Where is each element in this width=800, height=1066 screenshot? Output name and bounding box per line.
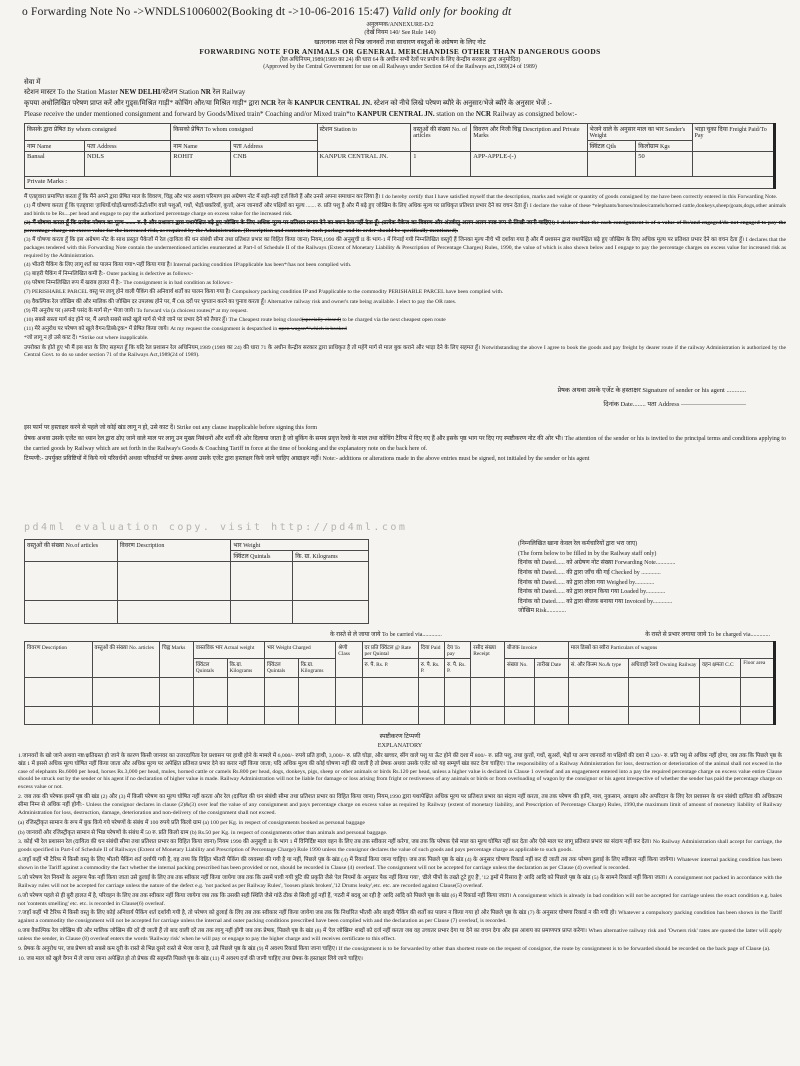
- consignment-table: [24, 123, 776, 189]
- explanatory-para-9: 9. प्रेषक के अनुरोध पर, जब प्रेषण को सबसे कम दूरी के रास्ते से भिन्न दूसरे रास्ते से भेजा जाना है, उसे पिछले पृष्ठ के खंड (9) में अवश्य रिकार्ड किया जाना चाहिए। If the consignment is to be forwarded by other than shortest route on the request of consignor, the route by consignment is to be forwarded should be recorded on the back page of Clause (a).: [18, 945, 771, 952]
- header-invoice-no: संख्या No.: [505, 659, 535, 678]
- explanatory-para-2: 2. जब तक की परेषक इसमें पृष्ठ की खंड (2) और (3) में किसी परेषण का मूल्य घोषित नहीं करता और रेल (दायित्व की धन संबंधी सीमा तथा प्रतिशत प्रभार का विहित किया जाना) नियम,1990 द्वारा यथापेक्षित अधिक मूल्य पर प्रतिशत प्रभार का संदाय नहीं करता, तब तक परेषण की हानि, नाश, नुकसान, अवक्षय और अपरिदान के लिए रेल प्रशासन के धन संबंधी दायित्व की अधिकतम सीमा निम्न से अधिक नहीं होगी:- Unless the consignor declares in clause (2)&(3) over leaf the value of any consignment and pays percentage charge on excess value as required by Railway (extent of monetary liability, and Prescription of Percentage Charge) Rules, 1990,the maximum limit of amount of monetary liability of Railway Administration for loss, destruction, damage, deterioration and non-delivery of the consignment shall not exceed.: [18, 794, 782, 816]
- explanatory-para-8: 8.जब वैकल्पिक रेल जोखिम की और मालिक जोखिम की दरें दी जाती हैं तो बाद वाली दरें तब तक लागू नहीं होंगी जब तक प्रेषक, पिछले पृष्ठ के खंड (8) में 'रेल जोखिम' शब्दों को दर्ज नहीं करता जब वह उच्चतर प्रभार देगा या देने का वचन देगा और इस आशय का प्रमाणपत्र प्राप्त करेगा। When alternative railway risk and 'Owners risk' rates are quoted the latter will apply unless the sender, in Clause (8) overleaf enters the words 'Railway risk' when he will pay or engage to pay the higher charge and will receives certificate to this effect.: [18, 928, 782, 942]
- form-header: [10, 22, 790, 72]
- clause-4: [24, 262, 786, 270]
- risk-line: जोखिम Risk.............: [518, 608, 567, 615]
- clause-struck-text: open wagon*/which is booked: [278, 326, 347, 333]
- header-station-to: स्टेशन Station to: [317, 123, 411, 151]
- header-description3: विवरण Description: [25, 642, 93, 678]
- empty-cell: [700, 678, 741, 707]
- pd4ml-watermark: pd4ml evaluation copy. visit http://pd4ml.com: [24, 522, 408, 534]
- staff-only-note-hindi: (निम्नलिखित खाना केवल रेल कर्मचारियों द्वारा भरा जाए): [518, 541, 638, 548]
- header-actual-weight: वास्तविक भार Actual weight: [193, 642, 264, 659]
- empty-cell: [298, 707, 336, 725]
- explanatory-para-6: 6.जो परेषण पहले से ही बुरी हालत में है, परिवहन के लिए तब तक स्वीकार नहीं किया जायेगा जब तक कि उसकी सही स्थिति जैसे गांठें ठीक से सिली हुई नहीं हैं, 'गठरी में बदबू आ रही है' आदि आदि को पिछले पृष्ठ के खंड (6) में रिकार्ड नहीं किया जाता। A consignment which is already in bad condition will not be accepted for carriage unless the exact condition e.g. bales not 'contents smelling' etc. etc. is recorded in Clause(6) overleaf.: [18, 892, 782, 907]
- annexure-label: अनुलग्नक/ANNEXURE-D/2: [366, 22, 434, 28]
- header-no-of-articles2: वस्तुओं की संख्या No.of articles: [25, 540, 118, 562]
- header-to-pay: देय To pay: [445, 642, 471, 659]
- empty-cell: [568, 707, 628, 725]
- invoice-wagon-table: [24, 641, 776, 725]
- header-paid-rs-p: रु. पै. Rs. P.: [418, 659, 444, 678]
- empty-cell: [227, 678, 265, 707]
- request-line-english: [24, 109, 786, 120]
- header-charged-quintals: क्विंटल Quintals: [265, 659, 299, 678]
- header-consignee-address: पता Address: [231, 140, 317, 151]
- private-marks-label: Private Marks :: [25, 176, 775, 188]
- freight-value: [692, 151, 775, 176]
- header-owning-railway: अधिवाही रेलवे Owning Railway: [628, 659, 699, 678]
- strike-out-instruction: [24, 335, 786, 343]
- approval-note-hindi: (रेल अधिनियम,1989(1989 का 24) की धारा 64 के अधीन सभी रेलों पर प्रयोग के लिए केन्द्रीय सरकार द्वारा अनुमोदित): [279, 56, 521, 63]
- header-kilograms: किलोग्राम Kgs: [636, 140, 692, 151]
- dest-station-value-hi: KANPUR CENTRAL JN.: [294, 99, 372, 108]
- clause-text: (7) PERISHABLE PARCEL वस्तु पर लागू होने वाली पैकिंग की अनिवार्य शर्तों का पालन किया गया है। Compulsory packing condition IP and P/applicable to the commodity PERISHABLE PARCEL have been complied with.: [24, 289, 504, 296]
- header-carrying-capacity: वहन क्षमता C.C: [700, 659, 741, 678]
- request-english-text3: Railway as consigned below:-: [490, 110, 577, 119]
- rule-reference: (देखें नियम 140/ See Rule 140): [364, 29, 436, 36]
- alterations-note: टिप्पणी:- उपर्युक्त प्रविष्टियों में किये गये परिवर्धनों अथवा परिवर्तनों पर प्रेषक अथवा उसके एजेंट द्वारा हस्ताक्षर किये जाने चाहिए आद्याक्षर नहीं। Note:- additions or alterations made in the above entries must be signed, not initialed by the sender or his agent: [24, 455, 590, 462]
- header-description-private-marks: विवरण और निजी चिह्न Description and Private Marks: [471, 123, 587, 151]
- header-to-whom-consigned: किसको प्रेषित To whom consigned: [171, 123, 317, 140]
- attention-note: प्रेषक अथवा उसके एजेंट का ध्यान रेल द्वारा ढोए जाने वाले माल पर लागू उन मुख्य निबंधनों और शर्तों की ओर दिलाया जाता है जो बुकिंग के समय प्रवृत्त रेलवे के माल तथा कोचिंग टैरिफ में दिए गए हैं और इसके पृष्ठ भाग पर दिए गए स्पष्टीकरण नोट की ओर भी। The attention of the sender or his is invited to the principal terms and conditions applying to the carried goods by Railway which are set forth in the Railway's Goods & Coaching Tariff in force at the time of booking and the explanatory note on the back here of.: [24, 435, 786, 452]
- empty-cell: [160, 707, 194, 725]
- request-hindi-text2: रेल के: [276, 99, 295, 108]
- dest-station-value: KANPUR CENTRAL JN.: [357, 110, 435, 119]
- header-freight-paid-topay: भाड़ा चुका दिया Freight Paid/To Pay: [692, 123, 775, 151]
- clause-struck-text: (2) मैं घोषणा करता हूँ कि प्रत्येक परेषण का मूल्य ....... रु. है और प्रशासन द्वारा यथापेक्षित बढ़े हुए जोखिम के लिए अधिक मूल्य पर प्रतिशत प्रभार देने का वचन देता/नहीं देता हूँ। (प्रत्येक पैकेज का विवरण और अंतर्वस्तु अलग-अलग स्पष्ट रूप से लिखी जानी चाहिए।) I declare that the each consignment is of a value of Rs/and engaged/do not engaged to pay the percentage charge on excess value for the increased risk, as required by the Administration. (Description and contents in each package and its order should be specifically mentioned).: [24, 220, 786, 234]
- weight-kgs-value: 50: [636, 151, 692, 176]
- empty-cell: [25, 707, 93, 725]
- empty-cell: [193, 678, 227, 707]
- invoiced-by-line: दिनांक को Dated...... को द्वारा बीजक बनाया गया Invoiced by.............: [518, 598, 673, 605]
- clause-10: [24, 317, 786, 325]
- empty-cell: [265, 678, 299, 707]
- explanatory-para-5: 5.जो परेषण रेल नियमों के अनुरूप पैक नहीं किया जाता उसे ढुलाई के लिए तब तक स्वीकार नहीं किया जायेगा जब तक कि उसमें पायी गयी त्रुटि की प्रकृति जैसे 'रेल नियमों के अनुसार पैक नहीं किया गया', 'ढीले पीपों के तख्ते टूटे हुए हैं', '12 ड्रमों में रिसाव है' आदि आदि को पिछले पृष्ठ के खंड (5) के सामने रिकार्ड नहीं किया जाता। A consignment not packed in accordance with the Railway rules will not be accepted for carriage unless the nature of the defect e.g. 'not packed as per Railway Rules', 'loosen plank broken','12 Drums leaky',etc. etc. are recorded against Clause(5) overleaf.: [18, 874, 782, 889]
- clause-11: [24, 326, 786, 334]
- empty-cell: [362, 678, 418, 707]
- clause-text: (4) भीतरी पैकिंग के लिए लागू शर्त का पालन किया गया*/नहीं किया गया है। Internal packing condition IP/applicable has been*/has not been complied with.: [24, 261, 352, 268]
- header-rate-rs-p: रु. पै. Rs. P.: [362, 659, 418, 678]
- clause-5: [24, 271, 786, 279]
- clause-certify: [24, 194, 786, 202]
- empty-cell: [336, 678, 362, 707]
- date-address-line: दिनांक Date........ पता Address ——————————: [603, 400, 746, 408]
- empty-cell: [92, 707, 160, 725]
- header-description2: विवरण Description: [117, 540, 231, 562]
- station-master-line: [24, 87, 786, 98]
- empty-cell: [117, 562, 231, 601]
- header-receipt: रसीद संख्या Receipt: [471, 642, 505, 678]
- explanatory-para-1: 1.जानवरों के खो जाने अथवा नष्ट/क्षतिग्रस्त हो जाने के कारण किसी जानवर का उत्तरदायित्व रेल प्रशासन पर हाथी होने के मामले में 6,000/- रुपये प्रति हाथी, 3,000/- रु. प्रति घोड़ा, और खच्चर, सींग वाले पशु या ऊँट होने की दशा में 800/- रु. प्रति पशु, तथा कुत्तों, गधों, सुअरों, भेड़ों या अन्य जानवरों या पक्षियों की दशा में 120/- रु. प्रति पशु से अधिक नहीं होगा, जब तक कि पिछले पृष्ठ के खंड 1 में इससे अधिक मूल्य घोषित नहीं किया जाता और अधिक मूल्य पर अपेक्षित प्रतिशत प्रभार देने का करार नहीं किया जाता; यदि अधिक मूल्य की कोई घोषणा नहीं की जाती है तो प्रेषक अथवा उसके एजेंट को यह सम्पूर्ण खंड काट देना चाहिए। The responsibility of a Railway Administration for loss, destruction or deterioration of the animal shall not exceed in the case of elephants Rs.6000 per head, horses Rs.3,000 per head, mules, horned cattle or camels Rs.800 per head, dogs, donkeys, pigs, sheep or other animals or birds Rs.120 per head, unless a higher value is declared in Clause 1 overleaf and an engagement entered into a pay the required percentage charge on excess value entire Clause should be struck out by the sender or his agent if no declaration of higher value is made. Railway Administration will not be liable for damage or loss arising from fright or restiveness of any animals or birds or from overloading of wagon by the consignor or his agent irrespective of whether the sender has paid the percentage charge on excess value or not.: [18, 752, 783, 791]
- header-quintals: क्विंटल Qtls: [587, 140, 636, 151]
- to-be-charged-via-line: के रास्ते से प्रभार लगाया जाये To be charged via.............: [645, 632, 770, 639]
- empty-cell: [535, 707, 569, 725]
- header-weight2: भार Weight: [231, 540, 369, 551]
- station-to-value: KANPUR CENTRAL JN.: [317, 151, 411, 176]
- header-consignor-name: नाम Name: [25, 140, 85, 151]
- clause-1: [24, 203, 786, 218]
- header-weight-charged: भार Weight Charged: [265, 642, 336, 659]
- approval-note-english: (Approved by the Central Government for use on all Railways under Section 64 of the Railways act,1989(24 of 1989): [263, 64, 537, 71]
- empty-cell: [298, 678, 336, 707]
- origin-railway-value: NR: [200, 88, 211, 97]
- empty-cell: [227, 707, 265, 725]
- explanatory-header: [18, 733, 782, 750]
- railway-staff-block: [518, 539, 776, 617]
- empty-cell: [700, 707, 741, 725]
- explanatory-title-english: EXPLANATORY: [377, 741, 423, 749]
- footer-notes: [24, 423, 786, 464]
- weighed-by-line: दिनांक को Dated...... को द्वारा तोला गया Weighed by.............: [518, 579, 655, 586]
- request-hindi-text: कृपया अधोलिखित परेषण प्राप्त करें और गुड्स/मिश्रित गाड़ी* कोचिंग और/या मिश्रित गाड़ी* द्वारा: [24, 99, 261, 108]
- explanatory-section: [18, 733, 782, 963]
- origin-station-value: NEW DELHI: [119, 88, 161, 97]
- clause-text: (3) मैं घोषणा करता हूँ कि इस अग्रेषण नोट के साथ प्रस्तुत पैकेजों में रेल (दायित्व की धन संबंधी सीमा तथा प्रतिशत प्रभार का विहित किया जाना) नियम,1990 की अनुसूची II के भाग-1 में गिनाई गयी निम्नलिखित वस्तुएँ हैं जिनका मूल्य नीचे भी दर्शाया गया है और मैं प्रशासन द्वारा यथापेक्षित बढ़े हुए जोखिम के लिए अधिक मूल्य पर प्रतिशत प्रभार देने का वचन देता हूँ। I declares that the packages tendered with this Forwarding Note contain the undermentioned articles enumerated at Part-I of Schedule II of the Railways (Extent of Monetary Liability & Prescription of Percentage Charges) Rules, 1990, the value of which is also shown below and I engage to pay the percentage charges on excess value for increased risk as required by the Administration.: [24, 237, 786, 259]
- header-charged-kilograms: कि.ग्रा. Kilograms: [298, 659, 336, 678]
- clause-text: उपरोक्त के होते हुए भी मैं इस बात के लिए सहमत हूँ कि यदि रेल प्रशासन रेल अधिनियम,1989 (1989 का 24) की धारा 71 के अधीन केन्द्रीय सरकार द्वारा प्राधिकृत है तो महँगे मार्ग से माल बुक कराने और भाड़ा देने के लिए सहमत हूँ। Notwithstanding the above I agree to book the goods and pay freight by dearer route if the railway Administration is authorized by the Central Govt. to do so under section 71 of the Railways Act,1989(24 of 1989).: [24, 344, 786, 359]
- validity-note: Valid only for booking dt: [392, 6, 512, 18]
- signature-block: [10, 384, 746, 411]
- empty-cell: [535, 678, 569, 707]
- seva-line: सेवा में: [24, 77, 41, 86]
- declaration-clauses: [24, 194, 786, 360]
- clause-text: (11) मेरे अनुरोध पर परेषण को खुले वैगन/डिब्बे/ट्रक* में प्रेषित किया जाये। At my request the consignment is despatched in: [24, 326, 279, 333]
- empty-cell: [628, 707, 699, 725]
- header-floor-area: Floor area: [741, 659, 775, 678]
- header-consignor-address: पता Address: [85, 140, 171, 151]
- staff-only-note-english: (The form below to be filled in by the Railway staff only): [518, 550, 657, 557]
- header-marks: चिह्न Marks: [160, 642, 194, 678]
- clause-text: (9) मेरे अनुरोध पर (अपनी पसंद के मार्ग से)* भेजा जाये। To forward via (a choicest routes)* at my request.: [24, 307, 248, 314]
- empty-cell: [265, 707, 299, 725]
- request-hindi-text3: स्टेशन को नीचे लिखे परेषण ब्यौरे के अनुसार/भेजे ब्यौरे के अनुसार भेजें :-: [371, 99, 552, 108]
- explanatory-para-4: 4.जहाँ कहीं भी टैरिफ में किसी वस्तु के लिए भीतरी पैकिंग शर्त दर्शायी गयी है, वह तथ्य कि विहित भीतरी पैकिंग की व्यवस्था की गयी है या नहीं, पिछले पृष्ठ के खंड (4) में रिकार्ड किया जाना चाहिए। जब तक पिछले पृष्ठ के खंड (4) के अनुसार घोषणा रिकार्ड नहीं कर दी जाती तब तक परेषण ढुलाई के लिए स्वीकार नहीं किया जायेगा। Whatever internal packing condition has been shown in the Tariff against a commodity the fact whether the internal packing prescribed has been provided or not, should be recorded in Clause (4) overleaf. The consignment will not be accepted for carriage unless the declaration as per Clause (4) overleaf is recorded.: [18, 857, 782, 872]
- empty-cell: [471, 707, 505, 725]
- signature-line: प्रेषक अथवा उसके एजेंट के हस्ताक्षर Signature of sender or his agent ............: [557, 387, 746, 395]
- header-class: श्रेणी Class: [336, 642, 362, 678]
- empty-cell: [568, 678, 628, 707]
- empty-cell: [741, 678, 775, 707]
- empty-cell: [25, 678, 93, 707]
- header-kilograms2: कि. ग्रा. Kilograms: [293, 551, 369, 562]
- clause-text: (1) मैं घोषणा करता हूँ कि एतद्द्वारा 'हाथियों/घोड़ों/खच्चरों/ऊँटों/सींग वाले पशुओं, गधों, भेड़ों/बकरियों, कुत्तों, अन्य जानवरों और पक्षियों का मूल्य ....... रु. प्रति पशु है और मैं बढ़े हुए जोखिम के लिए अधिक मूल्य पर प्राधिकृत प्रतिशत प्रभार देने का वचन देता हूँ। I declare the value of these *elephants/horses/mules/camels/horned cattle,donkeys,sheep/goats,dogs,other animals and birds to be Rs....per head and engage to pay the authorized percentage charge on excess value for the increased risk.: [24, 203, 786, 217]
- empty-cell: [505, 678, 535, 707]
- clause-2-struck: [24, 220, 786, 235]
- explanatory-title-hindi: स्पष्टीकरण टिप्पणी: [379, 733, 421, 741]
- empty-cell: [418, 707, 444, 725]
- empty-cell: [418, 678, 444, 707]
- clause-3: [24, 237, 786, 260]
- no-of-articles-value: 1: [411, 151, 471, 176]
- header-rate-per-quintal: दर प्रति क्विंटल @ Rate per Quintal: [362, 642, 418, 659]
- explanatory-para-10: 10. जब माल को खुले वैगन में ले जाया जाना अपेक्षित हो तो प्रेषक की सहमति पिछले पृष्ठ के खंड (11) में अवश्य दर्ज की जानी चाहिए तथा प्रेषक के हस्ताक्षर लिये जाने चाहिए।: [18, 955, 363, 962]
- clause-7: [24, 289, 786, 297]
- empty-cell: [231, 601, 293, 624]
- consignee-name-value: ROHIT: [171, 151, 231, 176]
- empty-cell: [160, 678, 194, 707]
- empty-cell: [628, 678, 699, 707]
- articles-weight-table: [24, 539, 369, 624]
- header-senders-weight: भेजने वाले के अनुसार माल का भार Sender's Weight: [587, 123, 692, 140]
- header-topay-rs-p: रु. पै. Rs. P.: [445, 659, 471, 678]
- consignee-address-value: CNB: [231, 151, 317, 176]
- dest-railway-value-hi: NCR: [260, 99, 277, 108]
- empty-cell: [741, 707, 775, 725]
- empty-cell: [293, 601, 369, 624]
- clause-text: (8) वैकल्पिक रेल जोखिम की और मालिक की जोखिम दर उपलब्ध होने पर, मैं OR दरों पर भुगतान करने का चुनाव करता हूँ। Alternative railway risk and owner's rate being available. I elect to pay the OR rates.: [24, 298, 457, 305]
- empty-cell: [293, 562, 369, 601]
- railway-label: रेल Railway: [210, 88, 246, 97]
- header-consignee-name: नाम Name: [171, 140, 231, 151]
- empty-cell: [471, 678, 505, 707]
- clause-text: (5) बाहरी पैकिंग में निम्नलिखित कमी है:- Outer packing is defective as follows:-: [24, 270, 194, 277]
- middle-section: [24, 539, 776, 624]
- empty-cell: [505, 707, 535, 725]
- empty-cell: [193, 707, 227, 725]
- clause-text: मैं एतद्द्वारा प्रमाणित करता हूँ कि मैंने अपने द्वारा प्रेषित माल के विवरण, चिह्न और भार अथवा परिमाण इस अग्रेषण नोट में सही-सही दर्ज किये हैं और उनसे अपना समाधान कर लिया है। I do hereby certify that I have satisfied myself that the description, marks and weight or quantity of goods consigned by me have been correctly entered in this Forwarding Note.: [24, 193, 778, 200]
- header-actual-quintals: क्विंटल Quintals: [193, 659, 227, 678]
- form-title-hindi: खतरनाक माल से भिन्न जानवरों तथा साधारण वस्तुओं के अग्रेषण के लिए नोट: [314, 38, 486, 46]
- empty-cell: [231, 562, 293, 601]
- consignor-name-value: Bansal: [25, 151, 85, 176]
- header-invoice: बीजक Invoice: [505, 642, 569, 659]
- empty-cell: [445, 678, 471, 707]
- clause-text: (10) सबसे सस्ता मार्ग बंद होने पर, मैं अगले सबसे सस्ते खुले मार्ग से भेजे जाने पर प्रभार देने को तैयार हूँ। The Cheapest route being closed: [24, 317, 302, 324]
- empty-cell: [445, 707, 471, 725]
- empty-cell: [25, 562, 118, 601]
- request-english-text: Please receive the under mentioned consignment and forward by Goods/Mixed train* Coaching and/or Mixed train*to: [24, 110, 357, 119]
- empty-cell: [362, 707, 418, 725]
- clause-8: [24, 299, 786, 307]
- header-particulars-of-wagons: माल डिब्बों का ब्यौरा Particulars of wagons: [568, 642, 774, 659]
- empty-cell: [336, 707, 362, 725]
- header-no-articles3: वस्तुओं की संख्या No. articles: [92, 642, 160, 678]
- request-english-text2: station on the: [434, 110, 476, 119]
- header-quintals2: क्विंटल Quintals: [231, 551, 293, 562]
- explanatory-para-2b: (b) जानवरों और रजिस्ट्रीकृत सामान से भिन्न परेषणों के संबंध में 50 रु. प्रति किलो ग्राम (b) Rs.50 per Kg. in respect of consignments other than animals and personal baggage.: [18, 829, 388, 836]
- station-label: /स्टेशन Station: [160, 88, 201, 97]
- header-no-of-articles: वस्तुओं की संख्या No. of articles: [411, 123, 471, 151]
- clause-6: [24, 280, 786, 288]
- checked-by-line: दिनांक को Dated...... की द्वारा जाँच की गई Checked by .............: [518, 569, 661, 576]
- empty-cell: [25, 601, 118, 624]
- request-line-hindi: [24, 98, 786, 109]
- top-annotation: [10, 6, 790, 18]
- explanatory-para-2a: (a) रजिस्ट्रीकृत सामान के रूप में बुक किये गये परेषणों के संबंध में 100 रुपये प्रति किलो ग्राम (a) 100 per Kg. in respect of consignments booked as personal baggage: [18, 819, 365, 826]
- forwarding-note-number: o Forwarding Note No ->WNDLS1006002(Booking dt ->10-06-2016 15:47): [22, 6, 393, 18]
- route-lines: [330, 630, 770, 638]
- explanatory-para-7: 7.जहाँ कहीं भी टैरिफ में किसी वस्तु के लिए कोई अनिवार्य पैकिंग शर्त दर्शायी गयी है, तो परेषण को ढुलाई के लिए तब तक स्वीकार नहीं किया जायेगा जब तक कि निर्धारित भीतरी और बाहरी पैकिंग की शर्तों का पालन न किया गया हो और पिछले पृष्ठ के खंड (7) के अनुसार घोषणा रिकार्ड न की गयी हो। Whatever a compulsory packing condition has been shown in the Tariff against a commodity the consignment will not be accepted for carriage unless the internal and outer packing conditions prescribed have been complied with and the declaration as per Clause (7) overleaf, is recorded.: [18, 910, 782, 925]
- explanatory-para-3: 3. कोई भी रेल प्रशासन रेल (दायित्व की धन संबंधी सीमा तथा प्रतिशत प्रभार का विहित किया जाना) नियम 1990 की अनुसूची II के भाग 1 में विनिर्दिष्ट माल वहन के लिए तब तक स्वीकार नहीं करेगा, जब तक कि परेषक ऐसे माल का मूल्य घोषित नहीं कर देता और ऐसे माल पर लागू प्रतिशत प्रभार का संदाय नहीं कर देता। No Railway Administration shall accept for carriage, the goods specified in Part-I of Schedule II of Railways (Extent of Monetary Liability and Prescription of Percentage Charge) Rule 1990 unless the consignor declares the value of such goods and pays percentage charge as applicable to such goods.: [18, 839, 782, 854]
- clause-text: *जो लागू न हो उसे काट दें। *Strike out where inapplicable.: [24, 335, 149, 342]
- header-wagon-no-type: सं. और किस्म No.& type: [568, 659, 628, 678]
- description-value: APP-APPLE-(-): [471, 151, 587, 176]
- clause-tail-text: to be charged via the next cheapest open route: [340, 317, 446, 324]
- clause-text: (6) परेषण निम्नलिखित रूप में खराब हालत में है:- The consignment is in bad condition as follows:-: [24, 280, 233, 287]
- clause-struck-text: (specially closed): [301, 317, 341, 324]
- form-title: FORWARDING NOTE FOR ANIMALS OR GENERAL MERCHANDISE OTHER THAN DANGEROUS GOODS: [199, 46, 601, 56]
- forwarding-note-dated-line: दिनांक को Dated...... को अग्रेषण नोट संख्या Forwarding Note.............: [518, 560, 676, 567]
- header-invoice-date: तारीख Date: [535, 659, 569, 678]
- header-by-whom-consigned: किसके द्वारा प्रेषित By whom consigned: [25, 123, 171, 140]
- loaded-by-line: दिनांक को Dated...... को द्वारा लदान किया गया Loaded by.............: [518, 589, 666, 596]
- weight-quintals-value: [587, 151, 636, 176]
- header-actual-kilograms: कि.ग्रा. Kilograms: [227, 659, 265, 678]
- dest-railway-value: NCR: [475, 110, 491, 119]
- notwithstanding-clause: [24, 345, 786, 360]
- to-be-carried-via-line: के रास्ते से ले जाया जाये To be carried via.............: [330, 632, 442, 639]
- addressee-block: [24, 77, 786, 120]
- strike-before-signing-note: इस फार्म पर हस्ताक्षर करने से पहले जो कोई खंड लागू न हो, उसे काट दें। Strike out any clause inapplicable before signing this form: [24, 425, 318, 432]
- station-master-label: स्टेशन मास्टर To the Station Master: [24, 88, 120, 97]
- header-paid: दिया Paid: [418, 642, 444, 659]
- empty-cell: [92, 678, 160, 707]
- clause-9: [24, 308, 786, 316]
- empty-cell: [117, 601, 231, 624]
- consignor-address-value: NDLS: [85, 151, 171, 176]
